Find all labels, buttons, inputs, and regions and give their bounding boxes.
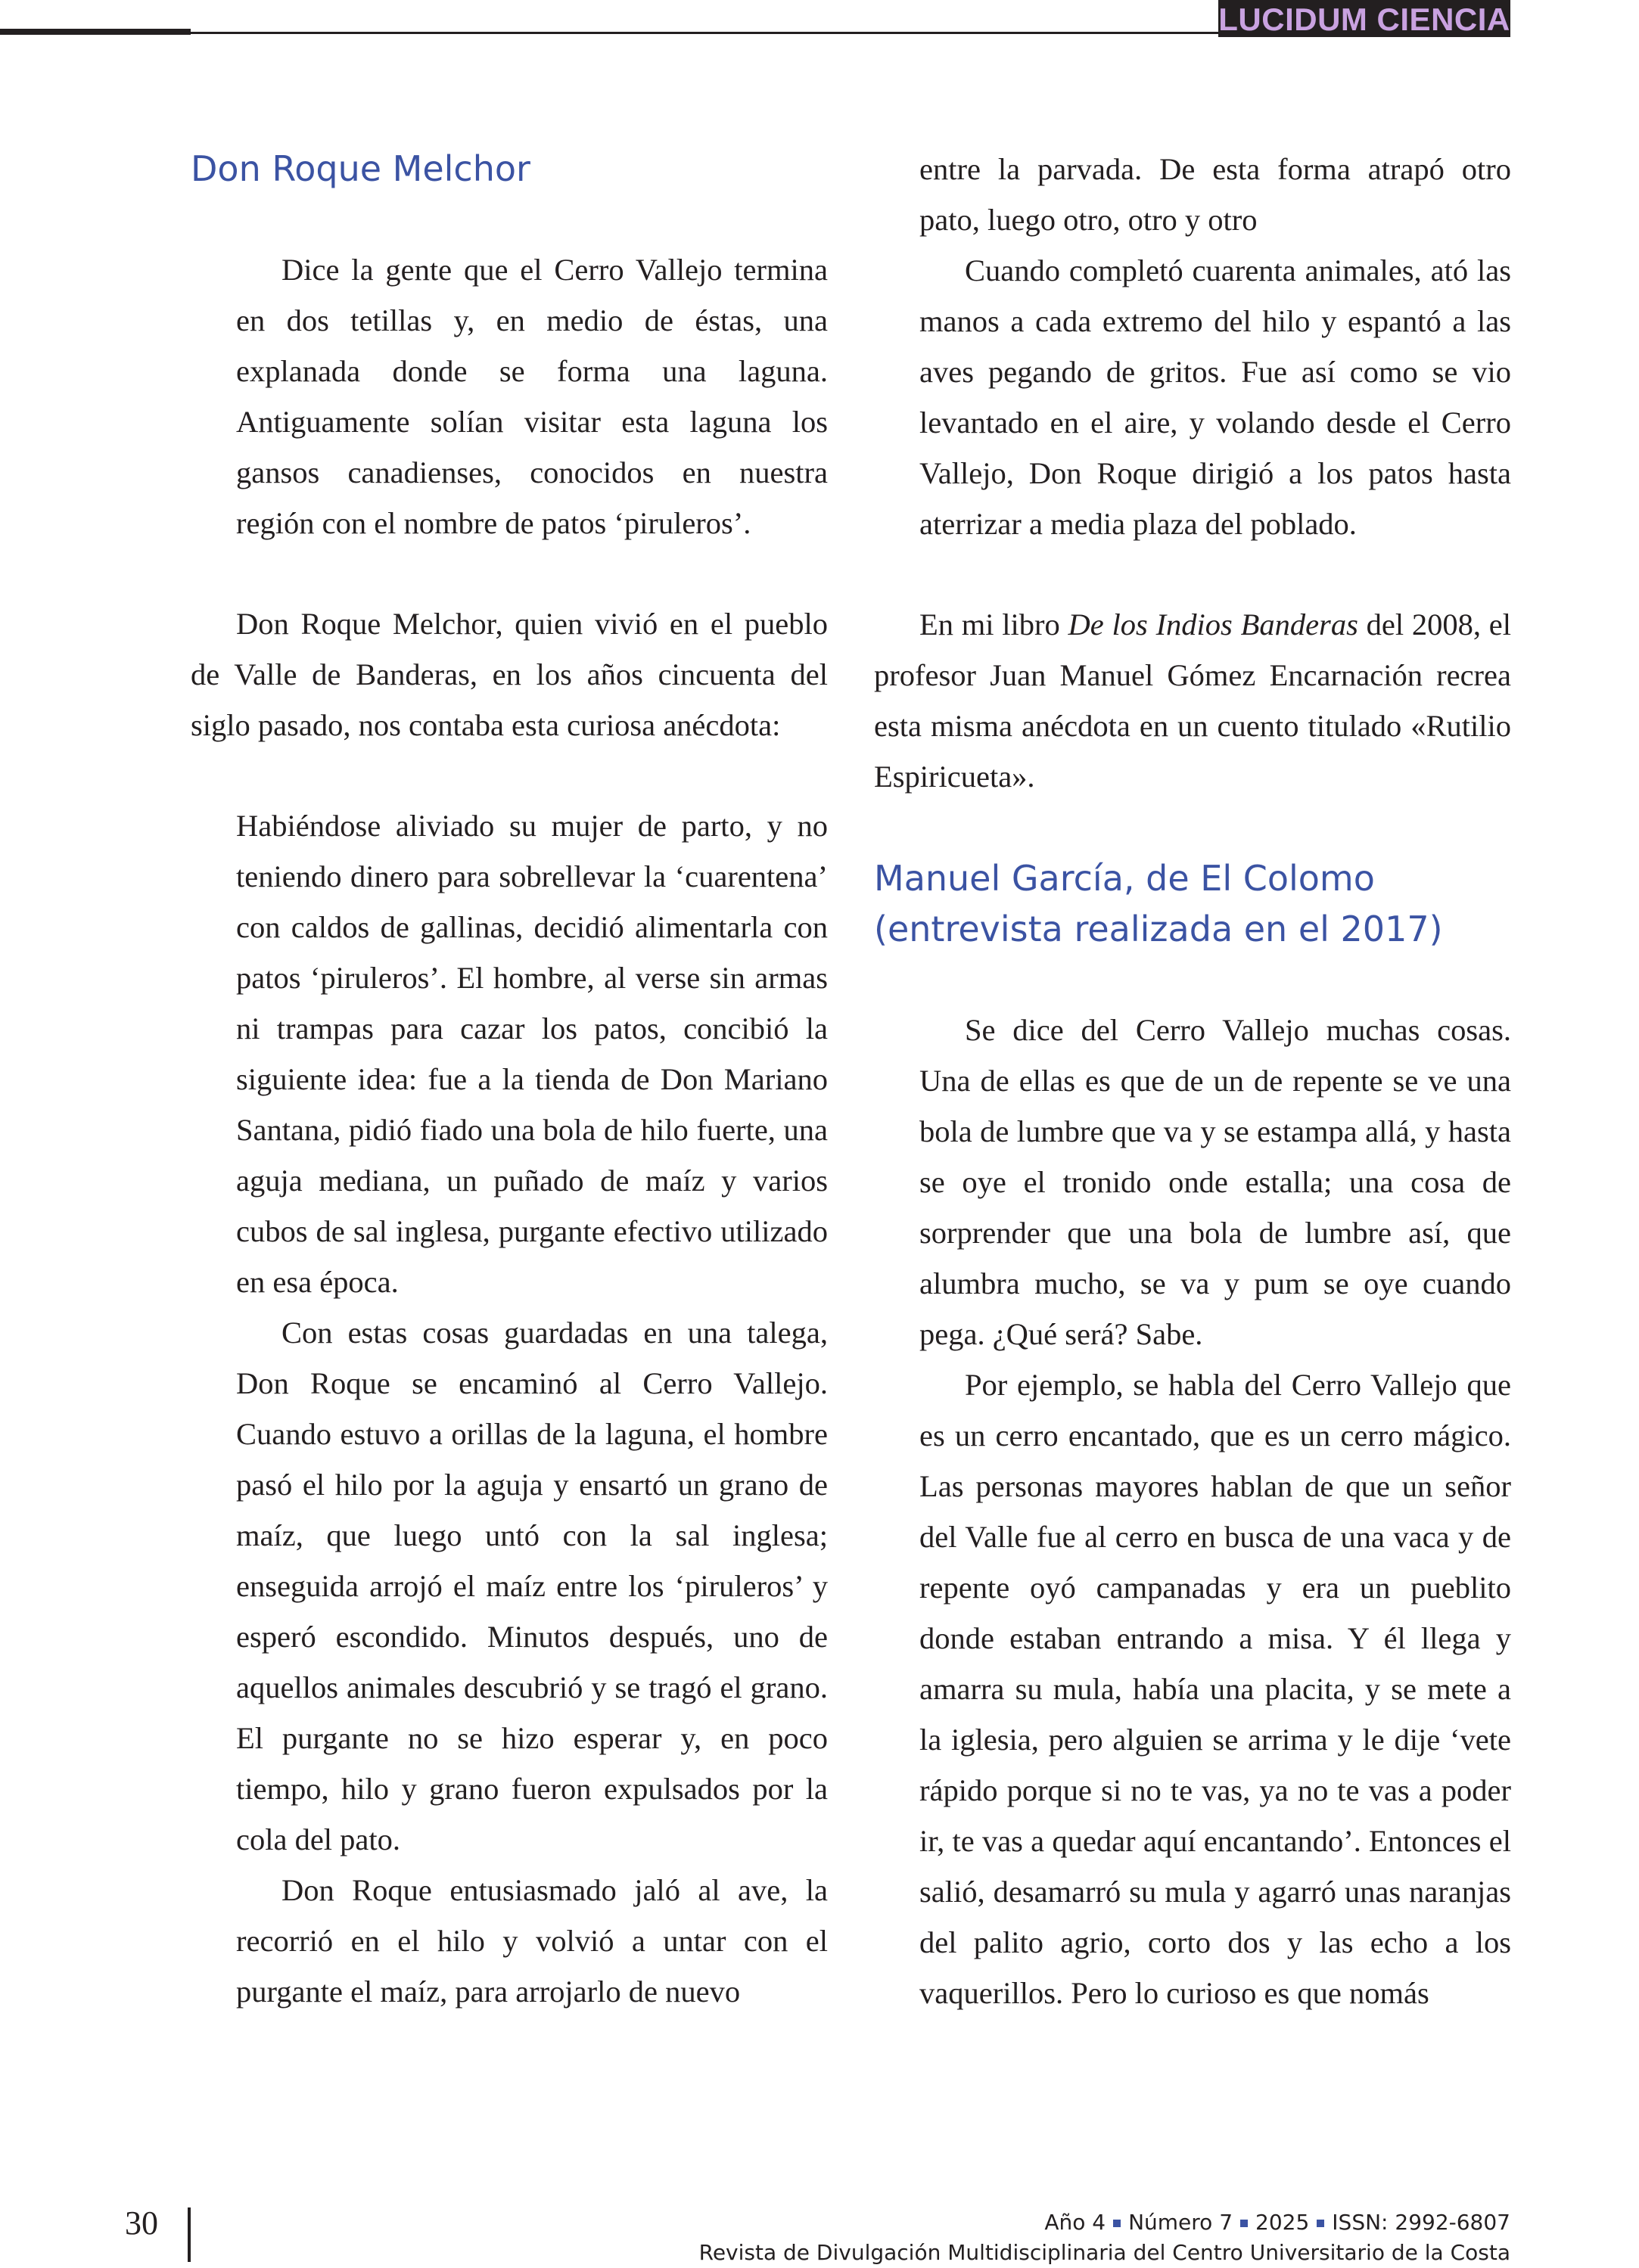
left-column xyxy=(191,144,828,2017)
paragraph: Se dice del Cerro Vallejo muchas cosas. Una de ellas es que de un de repente se ve una bola de lumbre que va y se estampa allá, y hasta se oye el tronido onde estalla; una cosa de sorprender que una bola de lumbre así, que alumbra mucho, se va y pum se oye cuando pega. ¿Qué será? Sabe. xyxy=(919,1013,1511,1351)
issue-year: Año 4 xyxy=(1044,2210,1106,2235)
quote-paragraph: Don Roque entusiasmado jaló al ave, la recorrió en el hilo y volvió a untar con el purgante el maíz, para arrojarlo de nuevo xyxy=(236,1873,828,2009)
paragraph xyxy=(874,599,1511,802)
book-title: De los Indios Banderas xyxy=(1068,607,1358,642)
paragraph-text: En mi libro xyxy=(919,607,1068,642)
journal-brand: LUCIDUM CIENCIA xyxy=(1218,2,1510,37)
paragraph-text: del 2008, el profesor Juan Manuel Gómez Encarnación recrea esta misma anécdota en un cuento titulado «Rutilio Espiricueta». xyxy=(874,607,1511,794)
quote-paragraph: entre la parvada. De esta forma atrapó otro pato, luego otro, otro y otro xyxy=(919,152,1511,237)
page-number: 30 xyxy=(125,2204,158,2242)
heading-line: (entrevista realizada en el 2017) xyxy=(874,909,1443,949)
section-heading-manuel-garcia xyxy=(874,853,1511,955)
issue-date: 2025 xyxy=(1255,2210,1310,2235)
paragraph: Dice la gente que el Cerro Vallejo termina en dos tetillas y, en medio de éstas, una explanada donde se forma una laguna. Antiguamente solían visitar esta laguna los gansos canadienses, conocidos en nuestra región con el nombre de patos ‘piruleros’. xyxy=(236,253,828,540)
footer-rule xyxy=(188,2207,191,2262)
issue-line xyxy=(699,2207,1510,2238)
header-rule-thick xyxy=(0,29,191,35)
issn: ISSN: 2992-6807 xyxy=(1332,2210,1510,2235)
quote-paragraph: Cuando completó cuarenta animales, ató las manos a cada extremo del hilo y espantó a las aves pegando de gritos. Fue así como se vio levantado en el aire, y volando desde el Cerro Vallejo, Don Roque dirigió a los patos hasta aterrizar a media plaza del poblado. xyxy=(919,253,1511,541)
issue-number: Número 7 xyxy=(1128,2210,1233,2235)
quote-paragraph: Con estas cosas guardadas en una talega, Don Roque se encaminó al Cerro Vallejo. Cuando estuvo a orillas de la laguna, el hombre pasó el hilo por la aguja y ensartó un grano de maíz, que luego untó con la sal inglesa; enseguida arrojó el maíz entre los ‘piruleros’ y esperó escondido. Minutos después, uno de aquellos animales descubrió y se tragó el grano. El purgante no se hizo esperar y, en poco tiempo, hilo y grano fueron expulsados por la cola del pato. xyxy=(236,1316,828,1856)
heading-line: Manuel García, de El Colomo xyxy=(874,858,1375,899)
separator-square-icon xyxy=(1113,2220,1121,2227)
separator-square-icon xyxy=(1317,2220,1324,2227)
quote-paragraph: Habiéndose aliviado su mujer de parto, y no teniendo dinero para sobrellevar la ‘cuarentena’ con caldos de gallinas, decidió alimentarla con patos ‘piruleros’. El hombre, al verse sin armas ni trampas para cazar los patos, concibió la siguiente idea: fue a la tienda de Don Mariano Santana, pidió fiado una bola de hilo fuerte, una aguja mediana, un puñado de maíz y varios cubos de sal inglesa, purgante efectivo utilizado en esa época. xyxy=(236,809,828,1299)
paragraph: Por ejemplo, se habla del Cerro Vallejo que es un cerro encantado, que es un cerro mágico. Las personas mayores hablan de que un señor del Valle fue al cerro en busca de una vaca y de repente oyó campanadas y era un pueblito donde estaban entrando a misa. Y él llega y amarra su mula, había una placita, y se mete a la iglesia, pero alguien se arrima y le dije ‘vete rápido porque si no te vas, ya no te vas a poder ir, te vas a quedar aquí encantando’. Entonces el salió, desamarró su mula y agarró unas naranjas del palito agrio, corto dos y las echo a los vaquerillos. Pero lo curioso es que nomás xyxy=(919,1368,1511,2010)
separator-square-icon xyxy=(1240,2220,1248,2227)
paragraph: Don Roque Melchor, quien vivió en el pueblo de Valle de Banderas, en los años cincuenta del siglo pasado, nos contaba esta curiosa anécdota: xyxy=(191,607,828,742)
journal-name: Revista de Divulgación Multidisciplinaria del Centro Universitario de la Costa xyxy=(698,2240,1510,2265)
right-column xyxy=(874,144,1511,2018)
footer-meta xyxy=(699,2207,1510,2268)
section-heading-don-roque: Don Roque Melchor xyxy=(191,148,530,189)
